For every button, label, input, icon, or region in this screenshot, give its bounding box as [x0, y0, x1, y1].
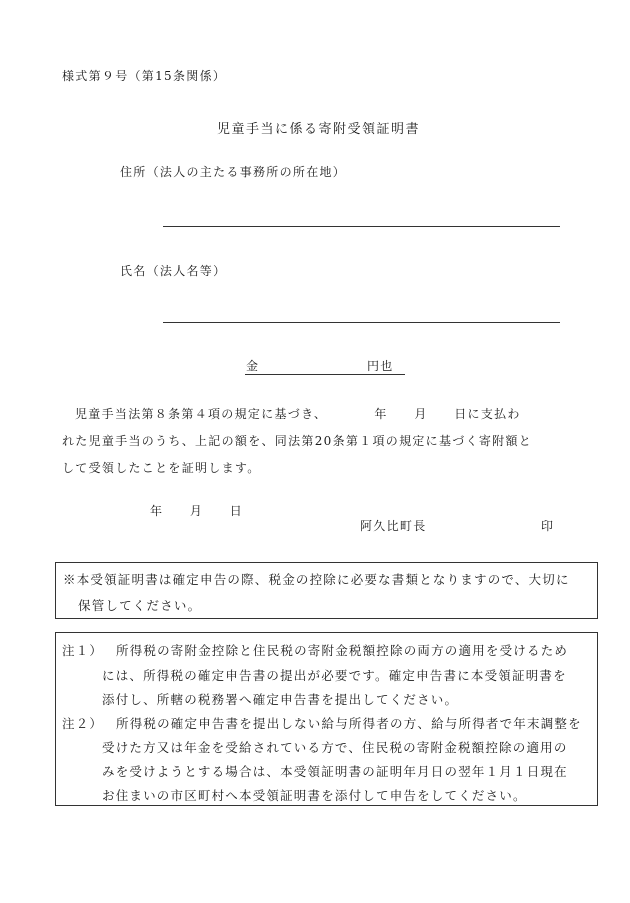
note-1-label: 注１） [62, 643, 104, 658]
amount-underline[interactable] [245, 374, 405, 375]
note-2-line-4: お住まいの市区町村へ本受領証明書を添付して申告をしてください。 [102, 788, 527, 803]
note-2-line-2: 受けた方又は年金を受給されている方で、住民税の寄附金税額控除の適用の [102, 740, 568, 755]
notes-box [55, 632, 598, 806]
note-2-line-1: 所得税の確定申告書を提出しない給与所得者の方、給与所得者で年末調整を [116, 716, 582, 731]
seal-mark: 印 [541, 519, 555, 533]
address-label: 住所（法人の主たる事務所の所在地） [120, 165, 347, 179]
amount-suffix: 円也 [367, 359, 394, 373]
amount-prefix: 金 [246, 359, 260, 373]
note-1-line-3: 添付し、所轄の税務署へ確定申告書を提出してください。 [102, 692, 459, 707]
note-2-line-3: みを受けようとする場合は、本受領証明書の証明年月日の翌年１月１日現在 [102, 764, 568, 779]
note-2-label: 注２） [62, 716, 104, 731]
note-1-line-1: 所得税の寄附金控除と住民税の寄附金税額控除の両方の適用を受けるため [116, 643, 569, 658]
notice-line-1: ※本受領証明書は確定申告の際、税金の控除に必要な書類となりますので、大切に [63, 572, 570, 587]
address-input-line[interactable] [163, 226, 560, 227]
body-line-2: れた児童手当のうち、上記の額を、同法第20条第１項の規定に基づく寄附額と [62, 434, 533, 448]
body-line-3: して受領したことを証明します。 [62, 461, 261, 475]
note-1-line-2: には、所得税の確定申告書の提出が必要です。確定申告書に本受領証明書を [102, 668, 567, 683]
form-number: 様式第９号（第15条関係） [62, 69, 227, 83]
notice-line-2: 保管してください。 [78, 598, 202, 613]
page-title: 児童手当に係る寄附受領証明書 [217, 122, 421, 137]
notice-box [55, 562, 598, 619]
signer: 阿久比町長 [360, 519, 427, 533]
body-line-1: 児童手当法第８条第４項の規定に基づき、 年 月 日に支払わ [75, 407, 521, 421]
issue-date: 年 月 日 [150, 504, 244, 518]
name-input-line[interactable] [163, 322, 560, 323]
name-label: 氏名（法人名等） [120, 264, 227, 278]
